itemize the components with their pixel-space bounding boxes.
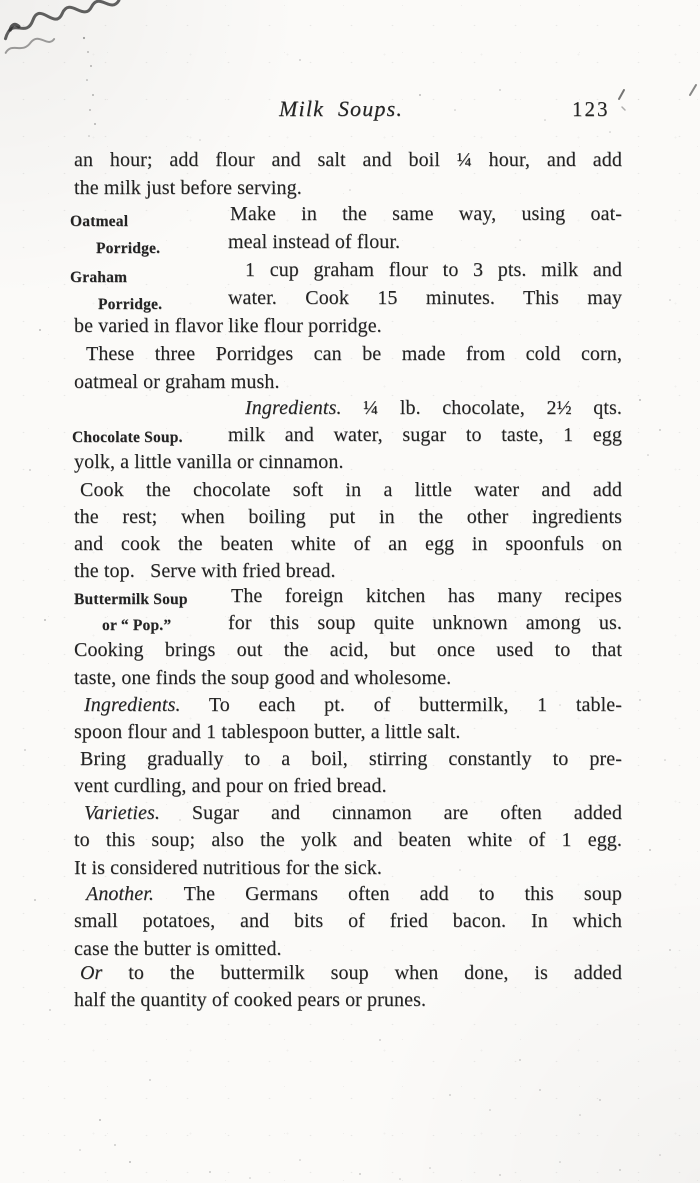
text-line: the top. Serve with fried bread. bbox=[74, 560, 336, 582]
page-number: 123 bbox=[572, 97, 610, 121]
text-line: meal instead of flour. bbox=[228, 231, 401, 253]
text-line: water. Cook 15 minutes. This may bbox=[228, 287, 622, 309]
sidenote-line: Oatmeal bbox=[70, 213, 129, 230]
text-line: 1 cup graham flour to 3 pts. milk and bbox=[245, 259, 622, 281]
text-line: Varieties. Sugar and cinnamon are often added bbox=[84, 802, 622, 824]
text-line: spoon flour and 1 tablespoon butter, a little salt. bbox=[74, 721, 461, 743]
text-line: Or to the buttermilk soup when done, is added bbox=[80, 962, 622, 984]
text-line: milk and water, sugar to taste, 1 egg bbox=[228, 424, 622, 446]
text-line: Ingredients. To each pt. of buttermilk, 1 table- bbox=[84, 694, 622, 716]
ink-scribble bbox=[0, 0, 124, 53]
stray-ink-marks bbox=[619, 85, 696, 110]
text-line: Cooking brings out the acid, but once used to that bbox=[74, 639, 622, 661]
text-line: small potatoes, and bits of fried bacon. In which bbox=[74, 910, 622, 932]
text-line: vent curdling, and pour on fried bread. bbox=[74, 775, 387, 797]
sidenote-line: Graham bbox=[70, 269, 128, 286]
text-line: Bring gradually to a boil, stirring constantly to pre- bbox=[80, 748, 622, 770]
text-line: Ingredients. ¼ lb. chocolate, 2½ qts. bbox=[245, 397, 622, 419]
text-line: the milk just before serving. bbox=[74, 177, 302, 199]
text-line: yolk, a little vanilla or cinnamon. bbox=[74, 451, 344, 473]
text-line: an hour; add flour and salt and boil ¼ hour, and add bbox=[74, 149, 622, 171]
text-line: for this soup quite unknown among us. bbox=[228, 612, 622, 634]
text-line: taste, one finds the soup good and wholesome. bbox=[74, 667, 452, 689]
text-line: case the butter is omitted. bbox=[74, 938, 282, 960]
text-line: oatmeal or graham mush. bbox=[74, 371, 280, 393]
text-line: These three Porridges can be made from cold corn, bbox=[86, 343, 622, 365]
text-line: Another. The Germans often add to this soup bbox=[86, 883, 622, 905]
sidenote-line: Chocolate Soup. bbox=[72, 429, 183, 446]
text-line: to this soup; also the yolk and beaten white of 1 egg. bbox=[74, 829, 622, 851]
sidenote-line: Buttermilk Soup bbox=[74, 591, 188, 608]
running-head-title: Milk Soups. bbox=[279, 96, 404, 121]
text-line: the rest; when boiling put in the other ingredients bbox=[74, 506, 622, 528]
text-line: Cook the chocolate soft in a little water and add bbox=[80, 479, 622, 501]
text-line: Make in the same way, using oat- bbox=[230, 203, 622, 225]
text-line: half the quantity of cooked pears or prunes. bbox=[74, 989, 427, 1011]
sidenote-line: Porridge. bbox=[96, 240, 161, 257]
text-line: The foreign kitchen has many recipes bbox=[231, 585, 622, 607]
text-line: be varied in flavor like flour porridge. bbox=[74, 315, 382, 337]
text-line: It is considered nutritious for the sick. bbox=[74, 857, 382, 879]
sidenote-line: Porridge. bbox=[98, 296, 163, 313]
text-line: and cook the beaten white of an egg in spoonfuls on bbox=[74, 533, 622, 555]
sidenote-line: or “ Pop.” bbox=[102, 617, 172, 634]
